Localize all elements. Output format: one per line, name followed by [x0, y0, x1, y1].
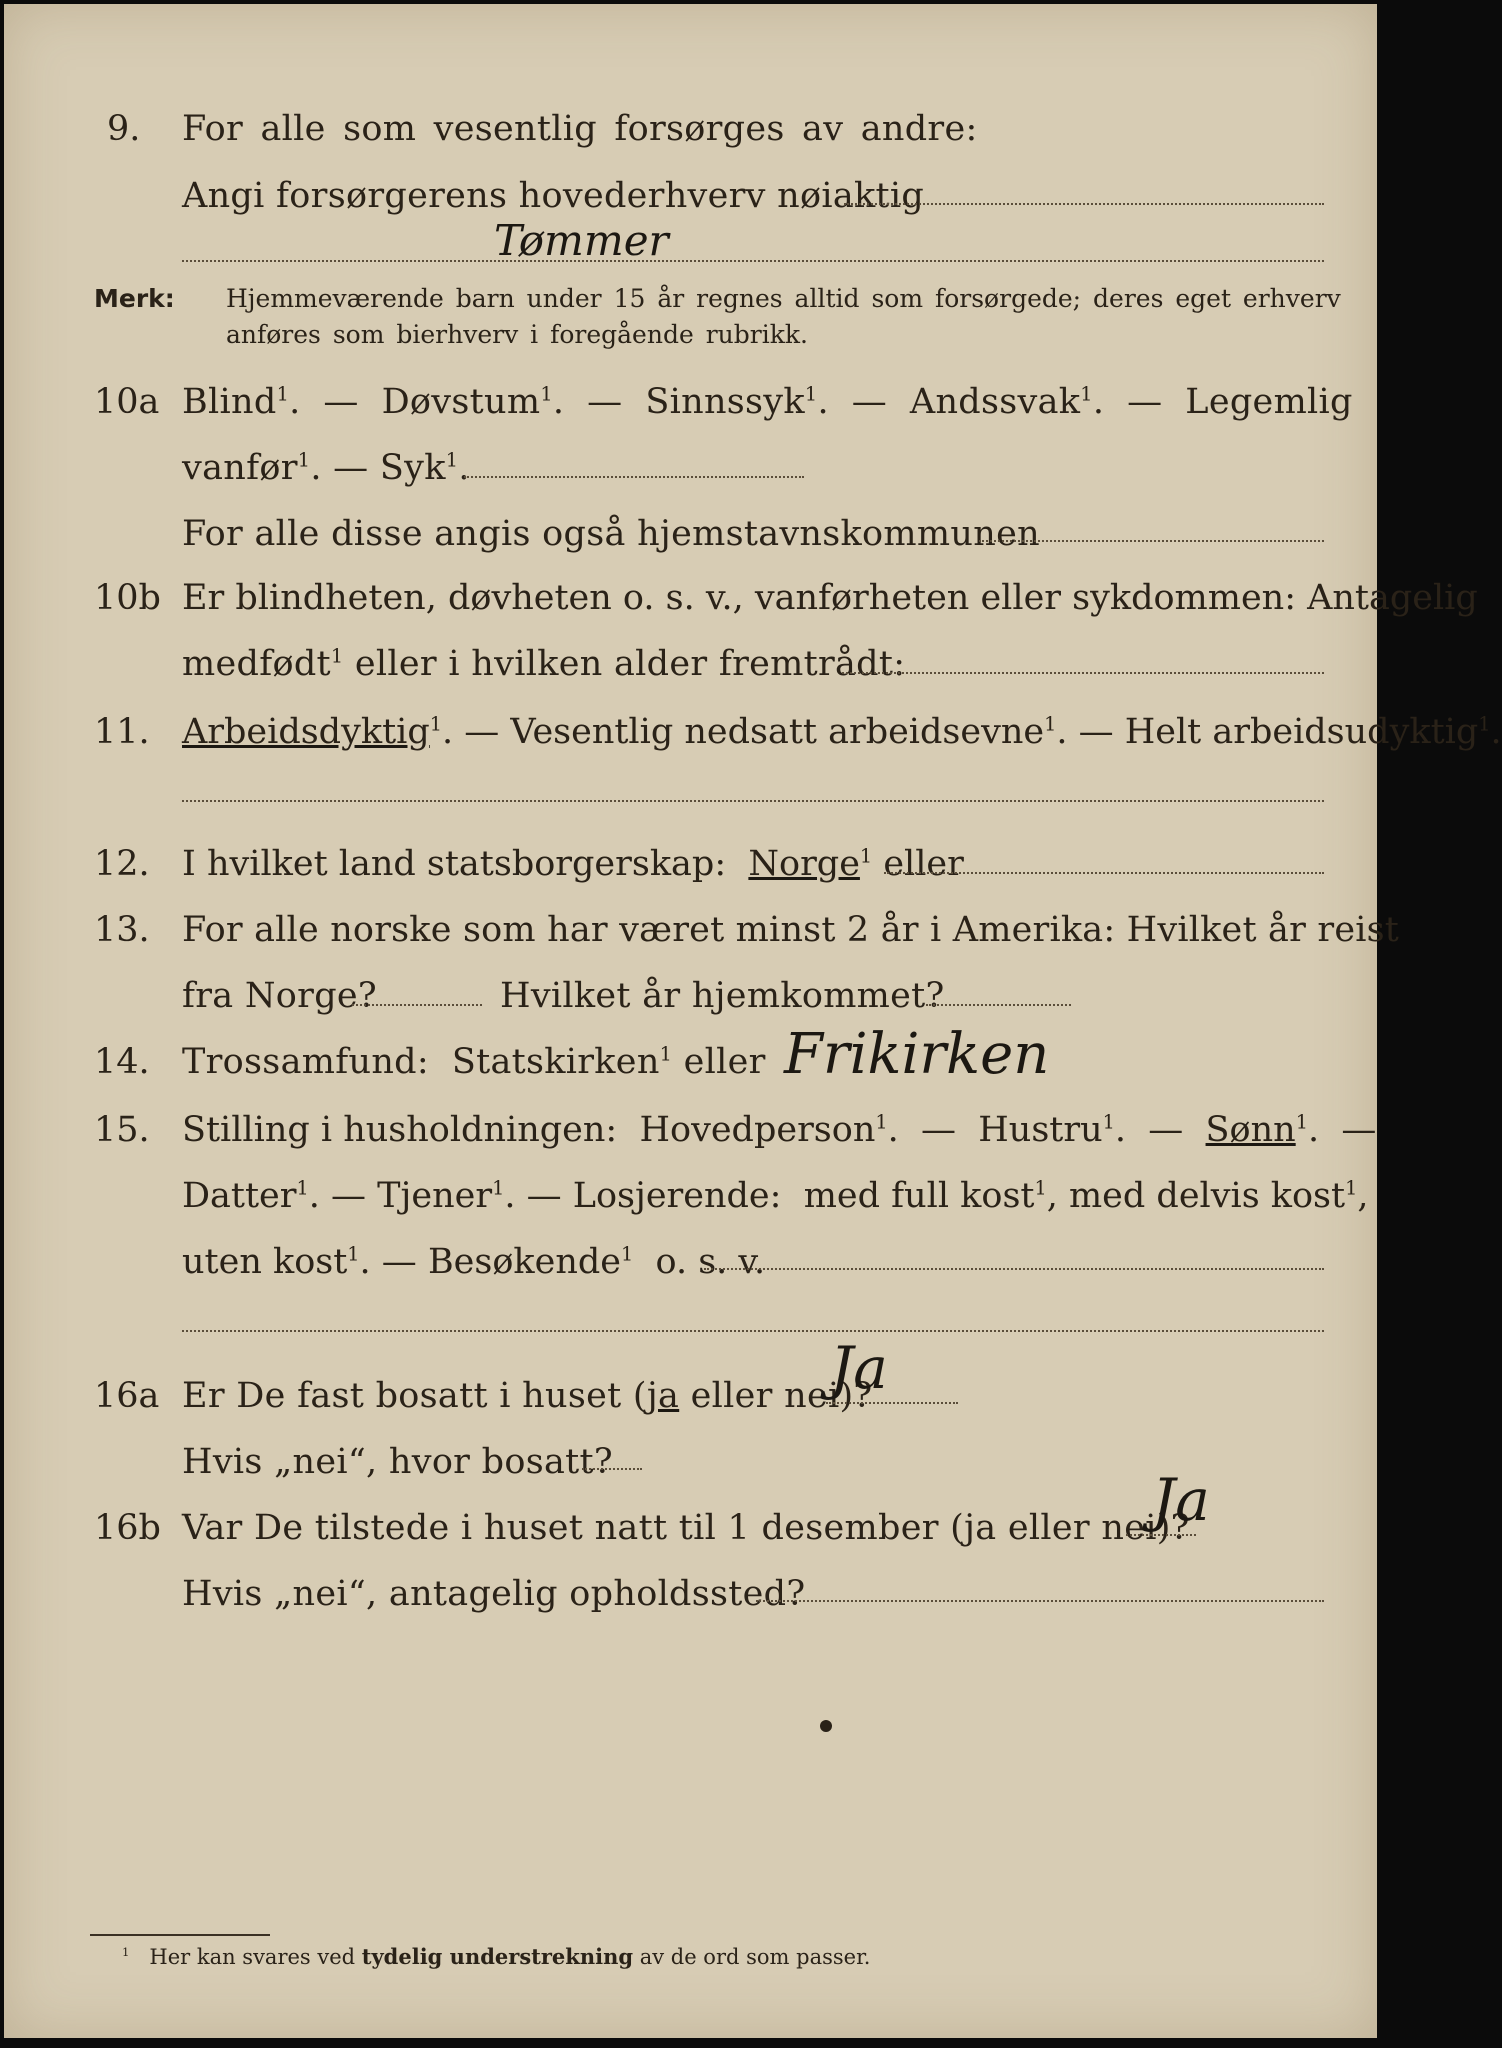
- q14-statskirken: Statskirken: [451, 1042, 660, 1082]
- q10a-kommune-dots: [979, 540, 1324, 542]
- q15-dots: [704, 1268, 1324, 1270]
- q15-line1: Stilling i husholdningen: Hovedperson$^1$. — Hustru$^1$. — Sønn$^1$. —: [182, 1110, 1377, 1150]
- q12-text: I hvilket land statsborgerskap:: [182, 844, 727, 884]
- q10a-number: 10a: [94, 382, 160, 422]
- q16a-bosatt-dots: [582, 1468, 642, 1470]
- q14-line: Trossamfund: Statskirken$^1$ eller: [182, 1042, 766, 1082]
- q10a-blind: Blind: [182, 382, 277, 422]
- q12-norge: Norge: [748, 844, 860, 884]
- q14-label: Trossamfund:: [182, 1042, 429, 1082]
- q15-med-full: med full kost: [803, 1176, 1035, 1216]
- q10a-syk: Syk: [379, 448, 446, 488]
- q15-lead: Stilling i husholdningen:: [182, 1110, 618, 1150]
- q9-second-dots: [182, 260, 1324, 262]
- footnote: $^1$ Her kan svares ved tydelig understrekning av de ord som passer.: [122, 1944, 871, 1969]
- q15-line2: Datter$^1$. — Tjener$^1$. — Losjerende: med full kost$^1$, med delvis kost$^1$,: [182, 1176, 1369, 1216]
- q14-number: 14.: [94, 1042, 150, 1082]
- q10b-medfodt: medfødt: [182, 644, 331, 684]
- q10b-number: 10b: [94, 578, 161, 618]
- q12-dots: [884, 872, 1324, 874]
- q11-dots: [182, 800, 1324, 802]
- q13-hjem-dots: [926, 1004, 1071, 1006]
- merk-label: Merk:: [94, 284, 175, 313]
- q10b-line1: Er blindheten, døvheten o. s. v., vanførheten eller sykdommen: Antagelig: [182, 578, 1478, 618]
- q14-handwritten-answer: Frikirken: [784, 1022, 1050, 1087]
- q15-second-dots: [182, 1330, 1324, 1332]
- q15-med-delvis: med delvis kost: [1068, 1176, 1346, 1216]
- q11-nedsatt: Vesentlig nedsatt arbeidsevne: [510, 712, 1045, 752]
- q10b-line2: medfødt$^1$ eller i hvilken alder fremtrådt:: [182, 644, 906, 684]
- q15-osv: o. s. v.: [655, 1242, 766, 1282]
- q13-number: 13.: [94, 910, 150, 950]
- q16a-handwritten-answer: Ja: [830, 1334, 888, 1402]
- q16b-dots: [1126, 1534, 1196, 1536]
- ink-dot: [820, 1720, 832, 1732]
- q15-uten: uten kost: [182, 1242, 348, 1282]
- q13-line1: For alle norske som har været minst 2 år i Amerika: Hvilket år reist: [182, 910, 1400, 950]
- q16b-handwritten-answer: Ja: [1152, 1466, 1210, 1534]
- q11-line: Arbeidsdyktig$^1$. — Vesentlig nedsatt arbeidsevne$^1$. — Helt arbeidsudyktig$^1$.: [182, 712, 1502, 752]
- q12-eller: eller: [883, 844, 964, 884]
- q9-answer-dots: [844, 203, 1324, 205]
- q10a-line3: For alle disse angis også hjemstavnskommunen: [182, 514, 1040, 554]
- q14-eller: eller: [683, 1042, 766, 1082]
- q16a-dots: [826, 1402, 958, 1404]
- q15-number: 15.: [94, 1110, 150, 1150]
- q16a-ja: ja: [646, 1376, 680, 1416]
- census-form-page: [4, 4, 1502, 2038]
- q10a-line1: Blind$^1$. — Døvstum$^1$. — Sinnssyk$^1$. — Andssvak$^1$. — Legemlig: [182, 382, 1353, 422]
- q16a-line1: Er De fast bosatt i huset (ja eller nei)?: [182, 1376, 873, 1416]
- q16a-line2: Hvis „nei“, hvor bosatt?: [182, 1442, 613, 1482]
- q10a-line2: vanfør$^1$. — Syk$^1$.: [182, 448, 470, 488]
- q15-hovedperson: Hovedperson: [639, 1110, 876, 1150]
- merk-line2: anføres som bierhverv i foregående rubrikk.: [226, 320, 808, 349]
- footnote-rule: [90, 1934, 270, 1936]
- q10b-line2-rest: eller i hvilken alder fremtrådt:: [354, 644, 906, 684]
- q9-handwritten-answer: Tømmer: [494, 216, 669, 265]
- q13-part1: fra Norge?: [182, 976, 377, 1016]
- q15-datter: Datter: [182, 1176, 297, 1216]
- q13-part2: Hvilket år hjemkommet?: [500, 976, 945, 1016]
- q10a-sinnssyk: Sinnssyk: [645, 382, 805, 422]
- q10b-dots: [842, 672, 1324, 674]
- q16b-sted-dots: [756, 1600, 1324, 1602]
- q10a-dovstum: Døvstum: [381, 382, 541, 422]
- q16a-number: 16a: [94, 1376, 160, 1416]
- q13-reist-dots: [352, 1004, 482, 1006]
- q16b-number: 16b: [94, 1508, 161, 1548]
- q10a-vanfor: vanfør: [182, 448, 298, 488]
- q12-line: I hvilket land statsborgerskap: Norge$^1$ eller: [182, 844, 964, 884]
- q15-tjener: Tjener: [377, 1176, 493, 1216]
- q11-number: 11.: [94, 712, 150, 752]
- q15-hustru: Hustru: [978, 1110, 1103, 1150]
- q9-line1: For alle som vesentlig forsørges av andre:: [182, 109, 978, 149]
- q10a-legemlig: Legemlig: [1185, 382, 1353, 422]
- q9-line2: Angi forsørgerens hovederhverv nøiaktig: [182, 176, 925, 216]
- q9-number: 9.: [107, 109, 141, 149]
- q15-besokende: Besøkende: [427, 1242, 621, 1282]
- q11-arbeidsdyktig: Arbeidsdyktig: [182, 712, 430, 752]
- footnote-mark: 1: [122, 1945, 130, 1959]
- merk-line1: Hjemmeværende barn under 15 år regnes alltid som forsørgede; deres eget erhverv: [226, 284, 1341, 313]
- q10a-syk-dots: [464, 476, 804, 478]
- q10a-andssvak: Andssvak: [909, 382, 1081, 422]
- q16b-line2: Hvis „nei“, antagelig opholdssted?: [182, 1574, 806, 1614]
- q15-losjerende: Losjerende:: [572, 1176, 782, 1216]
- q16b-line1: Var De tilstede i huset natt til 1 desember (ja eller nei)?: [182, 1508, 1190, 1548]
- q15-line3: uten kost$^1$. — Besøkende$^1$ o. s. v.: [182, 1242, 766, 1282]
- q12-number: 12.: [94, 844, 150, 884]
- q15-sonn: Sønn: [1205, 1110, 1296, 1150]
- q11-udyktig: Helt arbeidsudyktig: [1124, 712, 1479, 752]
